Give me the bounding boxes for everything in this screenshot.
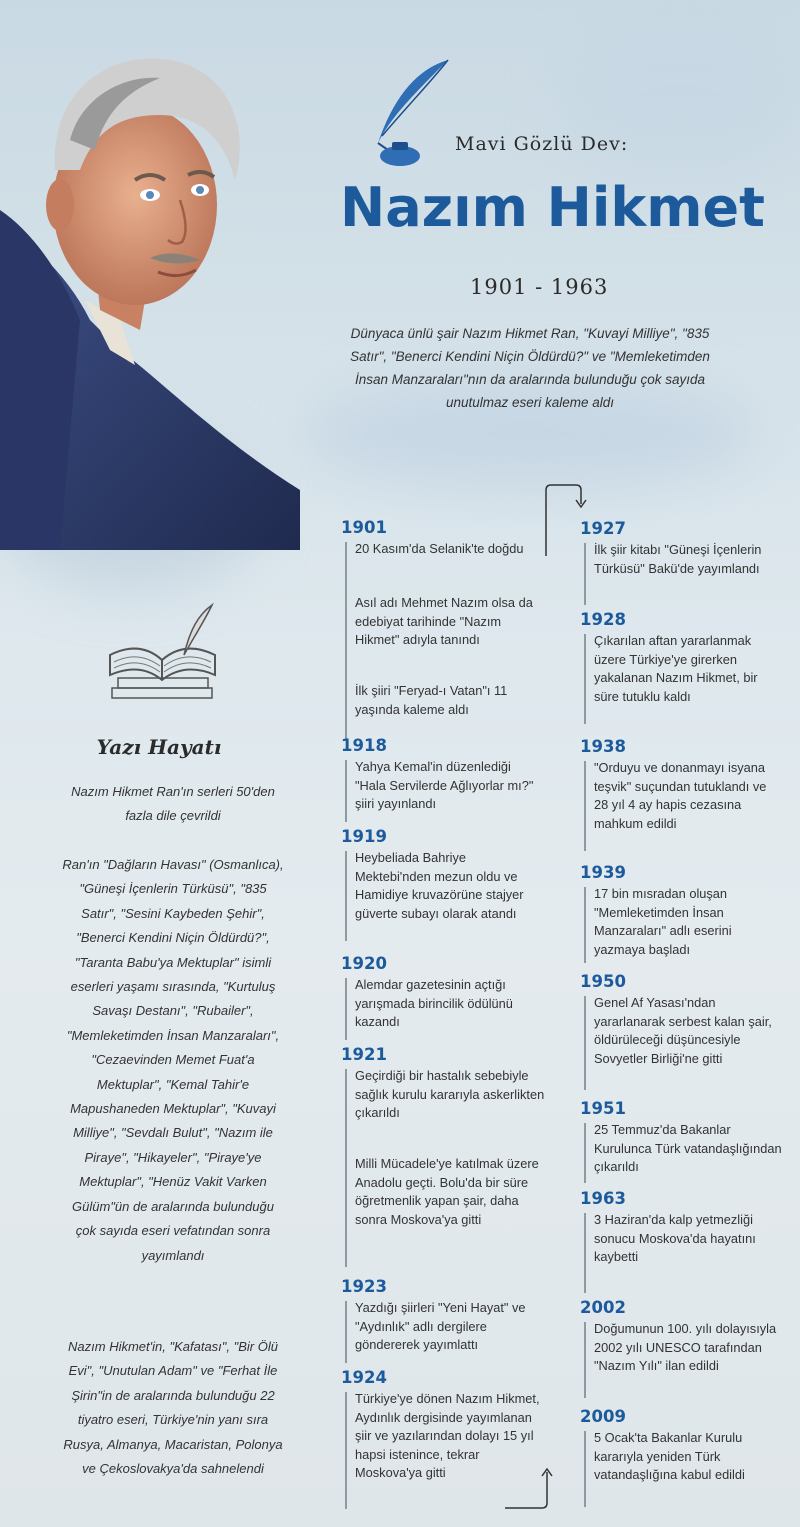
timeline-year: 1923: [341, 1277, 387, 1296]
writing-life-paragraph: Ran'ın "Dağların Havası" (Osmanlıca), "Güneşi İçenlerin Türküsü", "835 Satır", "Sesini Kaybeden Şehir", "Benerci Kendini Niçin Öldürdü?", "Taranta Babu'ya Mektuplar" isimli eserleri yaşamı sırasında, "Kurtuluş Savaşı Destanı", "Rubailer", "Memleketimden İnsan Manzaraları", "Cezaevinden Memet Fuat'a Mektuplar", "Kemal Tahir'e Mapushaneden Mektuplar", "Kuvayi Milliye", "Sevdalı Bulut", "Nazım ile Piraye", "Hikayeler", "Piraye'ye Mektuplar", "Henüz Vakit Varken Gülüm"ün de aralarında bulunduğu çok sayıda eseri vefatından sonra yayımlandı: [62, 857, 284, 1263]
timeline-event: Çıkarılan aftan yararlanmak üzere Türkiye'ye girerken yakalanan Nazım Hikmet, bir süre tutuklu kaldı: [594, 633, 758, 704]
timeline-year: 1921: [341, 1045, 387, 1064]
timeline-event: İlk şiiri "Feryad-ı Vatan"ı 11 yaşında kaleme aldı: [355, 683, 508, 717]
portrait-photo: [0, 20, 300, 550]
writing-life-paragraph: Nazım Hikmet Ran'ın serleri 50'den fazla dile çevrildi: [71, 784, 275, 824]
timeline-event: Geçirdiği bir hastalık sebebiyle sağlık kurulu kararıyla askerlikten çıkarıldı: [355, 1068, 545, 1120]
quill-inkwell-icon: [360, 58, 450, 168]
timeline-year: 1918: [341, 736, 387, 755]
timeline-year: 1901: [341, 518, 387, 537]
life-years: 1901 - 1963: [470, 275, 609, 299]
timeline-event: Türkiye'ye dönen Nazım Hikmet, Aydınlık dergisinde yayımlanan şiir ve yazılarından dolayı 15 yıl hapsi istenince, tekrar Moskova'ya gitti: [355, 1391, 540, 1480]
timeline-event: Genel Af Yasası'ndan yararlanarak serbest kalan şair, öldürüleceği düşüncesiyle Sovyetler Birliği'ne gitti: [594, 995, 772, 1066]
open-book-quill-icon: [100, 600, 225, 710]
writing-life-paragraph: Nazım Hikmet'in, "Kafatası", "Bir Ölü Evi", "Unutulan Adam" ve "Ferhat İle Şirin"in de aralarında bulunduğu 22 tiyatro eseri, Türkiye'nin yanı sıra Rusya, Almanya, Macaristan, Polonya ve Çekoslovakya'da sahnelendi: [63, 1339, 283, 1477]
timeline-year: 1920: [341, 954, 387, 973]
timeline-year: 2002: [580, 1298, 626, 1317]
timeline-year: 1951: [580, 1099, 626, 1118]
timeline-event: "Orduyu ve donanmayı isyana teşvik" suçundan tutuklandı ve 28 yıl 4 ay hapis cezasına mahkum edildi: [594, 760, 767, 831]
timeline-event: Doğumunun 100. yılı dolayısıyla 2002 yılı UNESCO tarafından "Nazım Yılı" ilan edildi: [594, 1321, 777, 1373]
background-wash: [560, 20, 800, 180]
timeline-event: 17 bin mısradan oluşan "Memleketimden İnsan Manzaraları" adlı eserini yazmaya başladı: [594, 886, 732, 957]
writing-life-title: Yazı Hayatı: [96, 735, 222, 759]
timeline-event: İlk şiir kitabı "Güneşi İçenlerin Türküsü" Bakü'de yayımlandı: [594, 542, 762, 576]
timeline-year: 1950: [580, 972, 626, 991]
timeline-event: 3 Haziran'da kalp yetmezliği sonucu Moskova'da hayatını kaybetti: [594, 1212, 756, 1264]
timeline-event: Yahya Kemal'in düzenlediği "Hala Servilerde Ağlıyorlar mı?" şiiri yayınlandı: [355, 759, 534, 811]
timeline-event: 25 Temmuz'da Bakanlar Kurulunca Türk vatandaşlığından çıkarıldı: [594, 1122, 782, 1174]
timeline-year: 2009: [580, 1407, 626, 1426]
timeline-event: 20 Kasım'da Selanik'te doğdu: [355, 541, 524, 556]
timeline-year: 1938: [580, 737, 626, 756]
timeline-year: 1963: [580, 1189, 626, 1208]
timeline-event: Heybeliada Bahriye Mektebi'nden mezun oldu ve Hamidiye kruvazörüne stajyer güverte subayı olarak atandı: [355, 850, 524, 921]
timeline-event: Yazdığı şiirleri "Yeni Hayat" ve "Aydınlık" adlı dergilere göndererek yayımlattı: [355, 1300, 526, 1352]
timeline-event: Alemdar gazetesinin açtığı yarışmada birincilik ödülünü kazandı: [355, 977, 513, 1029]
timeline-event: 5 Ocak'ta Bakanlar Kurulu kararıyla yeniden Türk vatandaşlığına kabul edildi: [594, 1430, 745, 1482]
timeline-year: 1928: [580, 610, 626, 629]
timeline-year: 1927: [580, 519, 626, 538]
page-subtitle: Mavi Gözlü Dev:: [455, 133, 629, 155]
timeline-year: 1919: [341, 827, 387, 846]
intro-text: Dünyaca ünlü şair Nazım Hikmet Ran, "Kuvayi Milliye", "835 Satır", "Benerci Kendini Niçin Öldürdü?" ve "Memleketimden İnsan Manzaraları"nın da aralarında bulunduğu çok sayıda unutulmaz eseri kaleme aldı: [350, 326, 710, 410]
timeline-event: Asıl adı Mehmet Nazım olsa da edebiyat tarihinde "Nazım Hikmet" adıyla tanındı: [355, 595, 533, 647]
page-title: Nazım Hikmet: [340, 176, 765, 239]
timeline-year: 1924: [341, 1368, 387, 1387]
timeline-event: Milli Mücadele'ye katılmak üzere Anadolu geçti. Bolu'da bir süre öğretmenlik yapan şair, daha sonra Moskova'ya gitti: [355, 1156, 539, 1227]
timeline-year: 1939: [580, 863, 626, 882]
